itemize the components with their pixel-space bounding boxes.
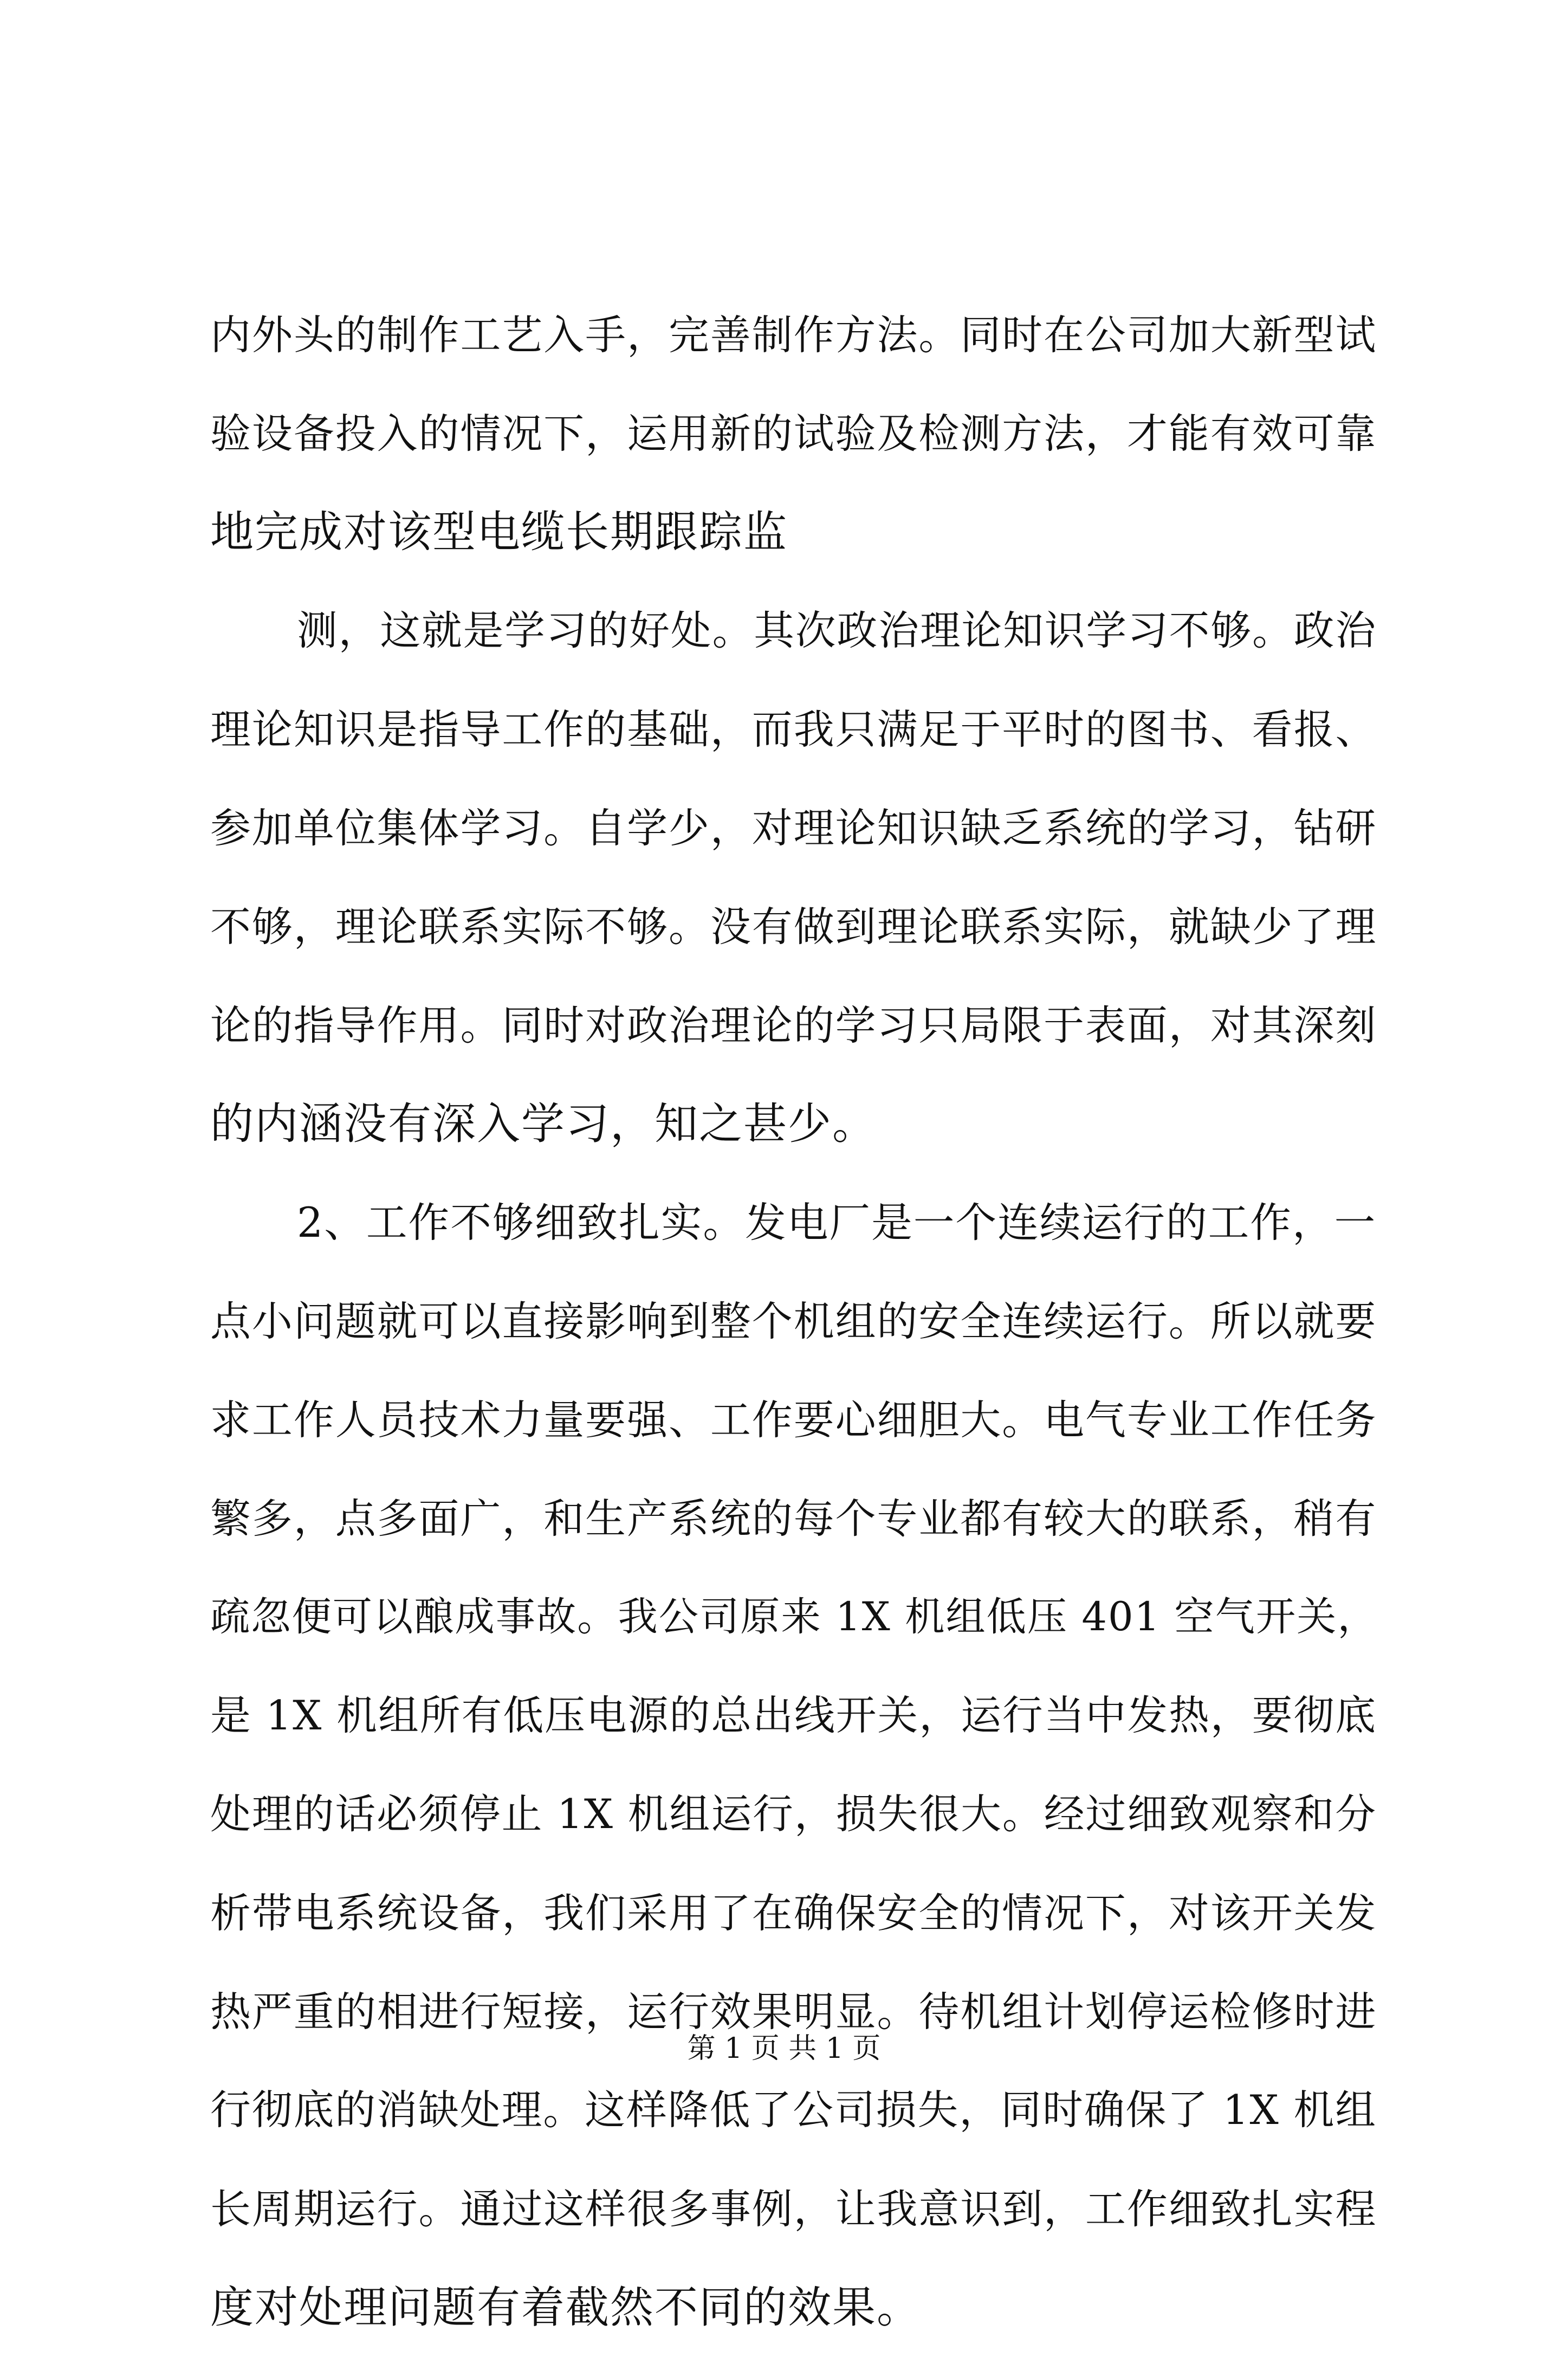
text-line: 疏忽便可以酿成事故。我公司原来 1X 机组低压 401 空气开关， <box>210 1594 1378 1640</box>
text-line: 内外头的制作工艺入手，完善制作方法。同时在公司加大新型试 <box>210 311 1377 359</box>
text-line: 理论知识是指导工作的基础，而我只满足于平时的图书、看报、 <box>210 706 1377 753</box>
text-line: 行彻底的消缺处理。这样降低了公司损失，同时确保了 1X 机组 <box>210 2087 1377 2134</box>
text-line: 析带电系统设备，我们采用了在确保安全的情况下，对该开关发 <box>210 1889 1377 1937</box>
text-line: 长周期运行。通过这样很多事例，让我意识到，工作细致扎实程 <box>210 2185 1377 2233</box>
text-line: 是 1X 机组所有低压电源的总出线开关，运行当中发热，要彻底 <box>210 1692 1377 1739</box>
text-line: 处理的话必须停止 1X 机组运行，损失很大。经过细致观察和分 <box>210 1791 1377 1838</box>
text-line: 繁多，点多面广，和生产系统的每个专业都有较大的联系，稍有 <box>210 1495 1377 1542</box>
text-line: 热严重的相进行短接，运行效果明显。待机组计划停运检修时进 <box>210 1988 1377 2036</box>
text-line: 点小问题就可以直接影响到整个机组的安全连续运行。所以就要 <box>210 1297 1377 1345</box>
text-line: 的内涵没有深入学习，知之甚少。 <box>210 1099 877 1149</box>
text-line: 2、工作不够细致扎实。发电厂是一个连续运行的工作，一 <box>297 1199 1377 1247</box>
text-line: 验设备投入的情况下，运用新的试验及检测方法，才能有效可靠 <box>210 410 1377 457</box>
text-line: 参加单位集体学习。自学少，对理论知识缺乏系统的学习，钻研 <box>210 804 1377 852</box>
text-line: 地完成对该型电缆长期跟踪监 <box>210 507 788 557</box>
text-line: 度对处理问题有着截然不同的效果。 <box>210 2282 921 2333</box>
text-line: 测，这就是学习的好处。其次政治理论知识学习不够。政治 <box>297 607 1377 654</box>
page-footer: 第 1 页 共 1 页 <box>687 2032 881 2065</box>
text-line: 不够，理论联系实际不够。没有做到理论联系实际，就缺少了理 <box>210 903 1377 951</box>
text-line: 求工作人员技术力量要强、工作要心细胆大。电气专业工作任务 <box>210 1396 1377 1444</box>
text-line: 论的指导作用。同时对政治理论的学习只局限于表面，对其深刻 <box>210 1002 1377 1049</box>
